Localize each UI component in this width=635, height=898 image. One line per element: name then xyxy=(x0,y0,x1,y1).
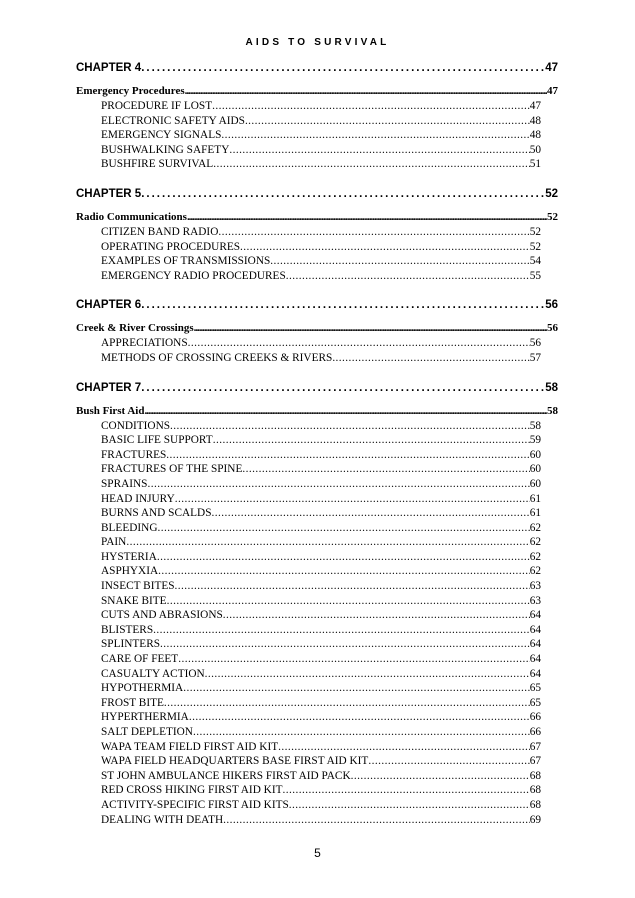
toc-entry-text: HYPOTHERMIA xyxy=(101,682,184,695)
toc-entry xyxy=(76,769,558,784)
toc-entry xyxy=(76,448,558,463)
dot-leader xyxy=(185,83,547,99)
toc-entry-text: HYSTERIA xyxy=(101,550,157,563)
dot-leader xyxy=(147,477,529,492)
toc-entry-page: 59 xyxy=(529,434,541,447)
dot-leader xyxy=(189,710,530,725)
dot-leader xyxy=(175,579,530,594)
toc-entry-text: FRACTURES OF THE SPINE xyxy=(101,463,243,476)
toc-entry-text: BASIC LIFE SUPPORT xyxy=(101,434,213,447)
toc-entry-page: 62 xyxy=(529,521,541,534)
toc-entry xyxy=(76,254,558,269)
toc-entry-text: ACTIVITY-SPECIFIC FIRST AID KITS xyxy=(101,798,289,811)
toc-entry xyxy=(76,623,558,638)
chapter-heading xyxy=(76,297,558,314)
toc-entry-text: EXAMPLES OF TRANSMISSIONS xyxy=(101,255,271,268)
toc-entry xyxy=(76,336,558,351)
toc-entry-text: APPRECIATIONS xyxy=(101,337,188,350)
toc-entry-page: 62 xyxy=(529,550,541,563)
dot-leader xyxy=(153,623,530,638)
section-heading-text: Creek & River Crossings xyxy=(76,322,194,335)
toc-entry-text: CONDITIONS xyxy=(101,419,171,432)
toc-entry-page: 48 xyxy=(529,114,541,127)
toc-entry-text: OPERATING PROCEDURES xyxy=(101,240,241,253)
dot-leader xyxy=(160,637,530,652)
toc-entry xyxy=(76,128,558,143)
chapter-heading-page: 56 xyxy=(545,299,558,312)
dot-leader xyxy=(213,433,530,448)
toc-entry-text: BLISTERS xyxy=(101,623,154,636)
toc-entry xyxy=(76,225,558,240)
toc-entry-text: HYPERTHERMIA xyxy=(101,711,189,724)
chapter-gap xyxy=(76,366,558,380)
dot-leader xyxy=(141,186,545,203)
section-heading-page: 52 xyxy=(547,210,558,223)
toc-entry-page: 67 xyxy=(529,755,541,768)
dot-leader xyxy=(332,351,529,366)
dot-leader xyxy=(193,725,530,740)
section-heading xyxy=(76,83,558,99)
toc-entry-page: 60 xyxy=(529,477,541,490)
running-head: AIDS TO SURVIVAL xyxy=(245,37,390,48)
toc-entry-text: CASUALTY ACTION xyxy=(101,667,205,680)
dot-leader xyxy=(194,320,547,336)
toc-entry xyxy=(76,813,558,828)
toc-entry-page: 69 xyxy=(529,813,541,826)
toc-entry xyxy=(76,696,558,711)
section-heading-page: 56 xyxy=(547,322,558,335)
dot-leader xyxy=(178,652,530,667)
toc-entry-page: 64 xyxy=(529,623,541,636)
dot-leader xyxy=(157,521,529,536)
toc-entry xyxy=(76,550,558,565)
toc-entry-page: 64 xyxy=(529,653,541,666)
toc-entry-page: 65 xyxy=(529,682,541,695)
section-heading-text: Bush First Aid xyxy=(76,404,145,417)
toc-entry-text: SNAKE BITE xyxy=(101,594,167,607)
section-heading-page: 58 xyxy=(547,404,558,417)
chapter-heading-page: 47 xyxy=(545,62,558,74)
toc-entry-page: 55 xyxy=(529,269,541,282)
dot-leader xyxy=(368,754,529,769)
toc-entry xyxy=(76,637,558,652)
toc-entry-text: BLEEDING xyxy=(101,521,158,534)
dot-leader xyxy=(270,254,529,269)
toc-entry-page: 66 xyxy=(529,726,541,738)
toc-entry-page: 60 xyxy=(529,463,541,476)
toc-entry-text: ASPHYXIA xyxy=(101,565,159,578)
dot-leader xyxy=(213,157,530,172)
dot-leader xyxy=(187,209,547,225)
toc-entry-text: SPRAINS xyxy=(101,477,148,490)
toc-entry-page: 67 xyxy=(529,740,541,753)
toc-entry xyxy=(76,681,558,696)
toc-entry-page: 61 xyxy=(529,492,541,505)
toc-entry xyxy=(76,535,558,550)
dot-leader xyxy=(183,681,529,696)
dot-leader xyxy=(240,240,530,255)
dot-leader xyxy=(157,550,530,565)
dot-leader xyxy=(351,769,530,784)
dot-leader xyxy=(218,225,529,240)
toc-entry-text: WAPA TEAM FIELD FIRST AID KIT xyxy=(101,740,279,753)
dot-leader xyxy=(283,783,530,798)
toc-entry xyxy=(76,798,558,813)
dot-leader xyxy=(223,608,530,623)
section-heading-page: 47 xyxy=(547,85,558,97)
toc-entry-text: ST JOHN AMBULANCE HIKERS FIRST AID PACK xyxy=(101,769,351,782)
toc-entry-page: 51 xyxy=(529,158,541,171)
section-heading xyxy=(76,403,558,419)
toc-entry-text: BUSHWALKING SAFETY xyxy=(101,143,230,156)
toc-entry-text: PROCEDURE IF LOST xyxy=(101,100,213,112)
toc-entry xyxy=(76,740,558,755)
toc-entry-page: 48 xyxy=(529,129,541,142)
toc-entry xyxy=(76,351,558,366)
toc-entry-page: 61 xyxy=(529,507,541,520)
dot-leader xyxy=(289,798,530,813)
dot-leader xyxy=(205,667,530,682)
toc-entry xyxy=(76,506,558,521)
chapter-heading-text: CHAPTER 4 xyxy=(76,62,142,74)
toc-entry-page: 58 xyxy=(529,419,541,432)
toc-entry-text: CITIZEN BAND RADIO xyxy=(101,225,219,238)
toc-entry-text: SPLINTERS xyxy=(101,638,161,651)
toc-entry xyxy=(76,725,558,740)
toc-entry xyxy=(76,710,558,725)
toc-entry xyxy=(76,783,558,798)
toc-entry-page: 54 xyxy=(529,255,541,268)
toc-entry xyxy=(76,754,558,769)
toc-entry xyxy=(76,157,558,172)
toc-entry-page: 63 xyxy=(529,580,541,593)
toc-entry-page: 64 xyxy=(529,638,541,651)
chapter-heading-text: CHAPTER 5 xyxy=(76,187,142,200)
toc-entry-page: 65 xyxy=(529,696,541,709)
dot-leader xyxy=(278,740,530,755)
dot-leader xyxy=(223,813,530,828)
toc-entry xyxy=(76,143,558,158)
section-heading xyxy=(76,209,558,225)
toc-entry-page: 60 xyxy=(529,448,541,461)
toc-entry-text: EMERGENCY RADIO PROCEDURES xyxy=(101,269,286,282)
toc-entry xyxy=(76,667,558,682)
dot-leader xyxy=(175,492,530,507)
toc-entry-text: EMERGENCY SIGNALS xyxy=(101,129,222,142)
toc-entry-page: 52 xyxy=(529,240,541,253)
toc-entry-text: CARE OF FEET xyxy=(101,653,179,666)
toc-entry-page: 62 xyxy=(529,536,541,549)
chapter-heading xyxy=(76,380,558,397)
dot-leader xyxy=(212,99,530,114)
dot-leader xyxy=(167,594,530,609)
section-heading-text: Radio Communications xyxy=(76,210,187,223)
toc-entry-page: 50 xyxy=(529,143,541,156)
dot-leader xyxy=(229,143,529,158)
toc-entry-text: CUTS AND ABRASIONS xyxy=(101,609,223,622)
toc-entry-page: 68 xyxy=(529,784,541,797)
toc-entry-text: BURNS AND SCALDS xyxy=(101,507,212,520)
toc-entry xyxy=(76,564,558,579)
toc-entry xyxy=(76,477,558,492)
toc-entry xyxy=(76,608,558,623)
toc-entry xyxy=(76,240,558,255)
toc-entry-page: 63 xyxy=(529,594,541,607)
toc-entry xyxy=(76,579,558,594)
toc-entry-text: FROST BITE xyxy=(101,696,164,709)
toc-entry-text: DEALING WITH DEATH xyxy=(101,813,224,826)
dot-leader xyxy=(286,269,530,284)
toc-entry-text: METHODS OF CROSSING CREEKS & RIVERS xyxy=(101,351,333,364)
toc-entry-text: INSECT BITES xyxy=(101,580,175,593)
toc-entry xyxy=(76,594,558,609)
toc-entry-text: HEAD INJURY xyxy=(101,492,175,505)
toc-entry xyxy=(76,433,558,448)
toc-entry xyxy=(76,419,558,434)
toc-entry xyxy=(76,492,558,507)
dot-leader xyxy=(164,696,530,711)
toc-entry xyxy=(76,99,558,114)
toc-entry-page: 47 xyxy=(529,100,541,112)
toc-entry xyxy=(76,521,558,536)
table-of-contents xyxy=(76,60,558,827)
toc-entry-page: 62 xyxy=(529,565,541,578)
toc-entry xyxy=(76,269,558,284)
toc-entry-text: RED CROSS HIKING FIRST AID KIT xyxy=(101,784,283,797)
section-heading-text: Emergency Procedures xyxy=(76,85,185,97)
page-number: 5 xyxy=(314,846,321,860)
toc-entry xyxy=(76,462,558,477)
chapter-heading xyxy=(76,60,558,77)
dot-leader xyxy=(212,506,530,521)
dot-leader xyxy=(221,128,529,143)
chapter-heading-page: 58 xyxy=(545,381,558,394)
toc-entry-page: 64 xyxy=(529,609,541,622)
chapter-gap xyxy=(76,283,558,297)
dot-leader xyxy=(126,535,529,550)
toc-entry-text: BUSHFIRE SURVIVAL xyxy=(101,158,214,171)
toc-entry-text: WAPA FIELD HEADQUARTERS BASE FIRST AID KIT xyxy=(101,755,369,768)
section-heading xyxy=(76,320,558,336)
toc-entry-page: 57 xyxy=(529,351,541,364)
chapter-gap xyxy=(76,172,558,186)
chapter-heading-text: CHAPTER 7 xyxy=(76,381,142,394)
toc-entry-text: ELECTRONIC SAFETY AIDS xyxy=(101,114,245,127)
toc-entry-page: 66 xyxy=(529,711,541,724)
toc-entry xyxy=(76,114,558,129)
toc-entry-page: 68 xyxy=(529,769,541,782)
chapter-heading xyxy=(76,186,558,203)
toc-entry-page: 64 xyxy=(529,667,541,680)
toc-entry-page: 68 xyxy=(529,798,541,811)
dot-leader xyxy=(141,380,545,397)
toc-entry-page: 56 xyxy=(529,337,541,350)
dot-leader xyxy=(170,419,530,434)
dot-leader xyxy=(188,336,530,351)
toc-entry-text: PAIN xyxy=(101,536,127,549)
toc-entry-text: FRACTURES xyxy=(101,448,167,461)
dot-leader xyxy=(242,462,529,477)
dot-leader xyxy=(144,403,547,419)
dot-leader xyxy=(141,60,545,77)
chapter-heading-text: CHAPTER 6 xyxy=(76,299,142,312)
toc-entry-page: 52 xyxy=(529,225,541,238)
chapter-heading-page: 52 xyxy=(545,187,558,200)
dot-leader xyxy=(245,114,530,129)
toc-entry xyxy=(76,652,558,667)
toc-entry-text: SALT DEPLETION xyxy=(101,726,193,738)
dot-leader xyxy=(141,297,545,314)
dot-leader xyxy=(166,448,529,463)
dot-leader xyxy=(158,564,530,579)
